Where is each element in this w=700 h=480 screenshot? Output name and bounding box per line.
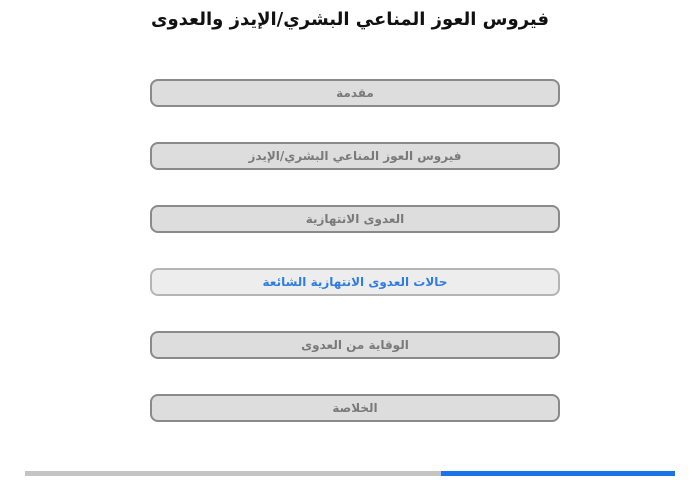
menu-item-introduction[interactable]: مقدمة [150, 79, 560, 107]
menu-item-infection-prevention[interactable]: الوقاية من العدوى [150, 331, 560, 359]
progress-bar [25, 471, 675, 476]
menu-item-summary[interactable]: الخلاصة [150, 394, 560, 422]
menu-item-common-opportunistic-infections[interactable]: حالات العدوى الانتهازية الشائعة [150, 268, 560, 296]
menu-item-opportunistic-infections[interactable]: العدوى الانتهازية [150, 205, 560, 233]
lesson-menu [150, 79, 560, 457]
menu-item-hiv-aids[interactable]: فيروس العوز المناعي البشري/الإيدز [150, 142, 560, 170]
page-title: فيروس العوز المناعي البشري/الإيدز والعدوى [150, 9, 550, 30]
progress-bar-fill [441, 471, 675, 476]
